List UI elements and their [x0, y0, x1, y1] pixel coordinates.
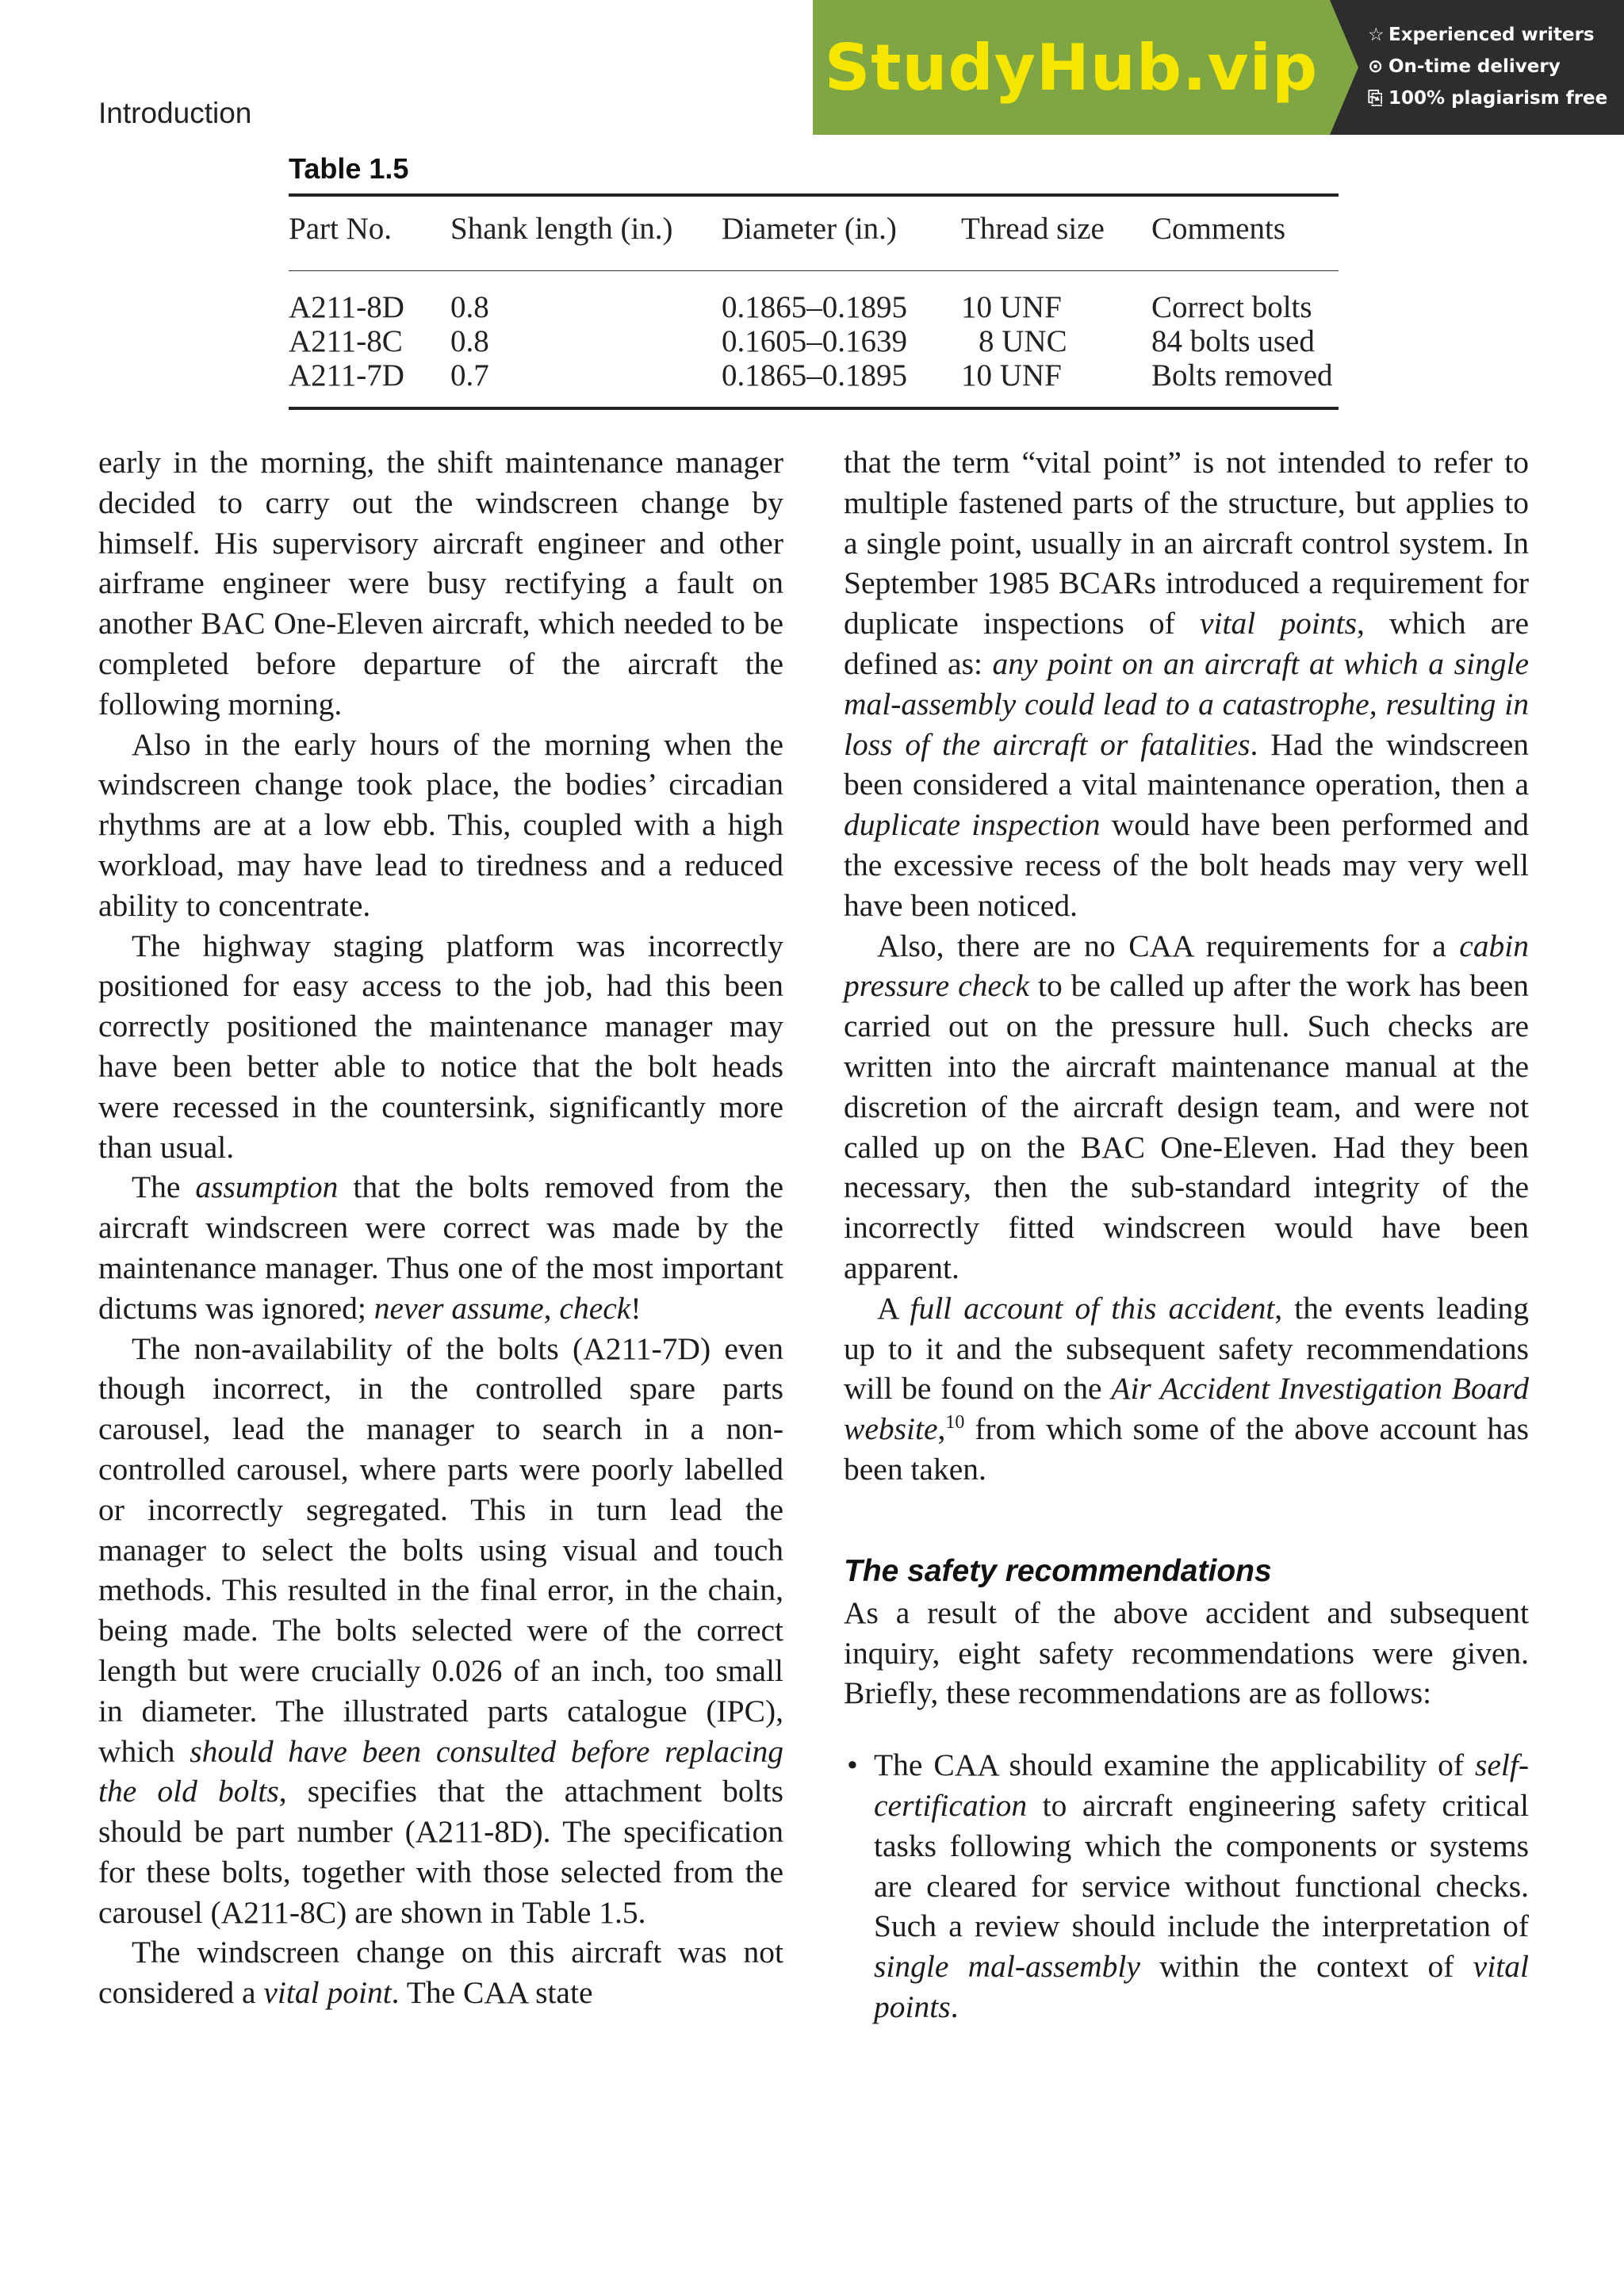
table-cell: 84 bolts used: [1151, 324, 1315, 358]
paragraph: [98, 1329, 783, 1933]
column-header: Thread size: [961, 195, 1151, 271]
table-cell: A211-8D: [289, 290, 404, 324]
text-run: The: [132, 1170, 196, 1205]
emphasis: should have been consulted before replacing the old bolts: [98, 1733, 783, 1809]
paragraph: [844, 1288, 1529, 1490]
paragraph: [844, 442, 1529, 926]
table-cell: 0.7: [450, 358, 489, 392]
emphasis: vital point: [263, 1975, 392, 2011]
feature-label: Experienced writers: [1388, 25, 1595, 45]
text-run: within the context of: [1139, 1949, 1473, 1985]
emphasis: single mal-assembly: [874, 1949, 1140, 1985]
list-item: [844, 1745, 1529, 2027]
table-row: [289, 271, 1339, 325]
copy-icon: ⎘: [1368, 88, 1383, 109]
text-run: . The CAA state: [391, 1975, 593, 2011]
text-run: , the events leading up to it and the subsequent safety recommendations will be found on the: [844, 1290, 1529, 1407]
emphasis: self-certification: [874, 1748, 1529, 1823]
column-header: Shank length (in.): [450, 195, 722, 271]
running-head: Introduction: [98, 97, 252, 129]
table-cell: Bolts removed: [1151, 358, 1333, 392]
logo-text: StudyHub.vip: [824, 30, 1319, 105]
table-cell: A211-7D: [289, 358, 404, 392]
text-run: . Had the windscreen been considered a vital maintenance operation, then a: [844, 726, 1529, 802]
text-run: .: [950, 1989, 959, 2024]
table-cell: 0.1605–0.1639: [722, 324, 907, 358]
emphasis: vital points: [874, 1949, 1529, 2024]
text-run: that the bolts removed from the aircraft windscreen were correct was made by the maintenance manager. Thus one of the most important dictums was ignored;: [98, 1170, 783, 1326]
paragraph: early in the morning, the shift maintenance manager decided to carry out the windscreen change by himself. His supervisory aircraft engineer and other airframe engineer were busy rectifying a fault on another BAC One-Eleven aircraft, which needed to be completed before departure of the aircraft the following morning.: [98, 445, 783, 722]
table-row: [289, 358, 1339, 408]
table-cell: 0.8: [450, 290, 489, 324]
column-header: Part No.: [289, 195, 450, 271]
star-icon: ☆: [1368, 25, 1385, 45]
feature-list: [1368, 19, 1607, 114]
paragraph: Also in the early hours of the morning when the windscreen change took place, the bodies’ circadian rhythms are at a low ebb. This, coupled with a high workload, may have lead to tiredness and a reduced ability to concentrate.: [98, 726, 783, 923]
studyhub-banner[interactable]: [813, 0, 1624, 135]
table-cell: Correct bolts: [1151, 290, 1312, 324]
table-row: [289, 324, 1339, 358]
table-cell: 0.8: [450, 324, 489, 358]
paragraph: [98, 1932, 783, 2013]
text-run: from which some of the above account has been taken.: [844, 1411, 1529, 1487]
feature-item: [1368, 51, 1607, 82]
text-run: would have been performed and the excessive recess of the bolt heads may very well have been noticed.: [844, 807, 1529, 923]
emphasis: never assume, check: [373, 1290, 631, 1326]
table-cell: 0.1865–0.1895: [722, 358, 907, 392]
table-cell: 10 UNF: [961, 290, 1062, 324]
emphasis: Air Accident Investigation Board website: [844, 1371, 1529, 1447]
text-run: The CAA should examine the applicability of: [874, 1748, 1475, 1783]
banner-features-panel: [1330, 0, 1624, 135]
emphasis: full account of this accident: [910, 1290, 1275, 1326]
banner-arrow-shape: [1330, 0, 1358, 135]
table-header-row: [289, 195, 1339, 271]
text-run: A: [877, 1290, 910, 1326]
table-cell: 0.1865–0.1895: [722, 290, 907, 324]
paragraph: As a result of the above accident and subsequent inquiry, eight safety recommendations were given. Briefly, these recommendations are as follows:: [844, 1594, 1529, 1711]
paragraph: The highway staging platform was incorrectly positioned for easy access to the job, had this been correctly positioned the maintenance manager may have been better able to notice that the bolt heads were recessed in the countersink, significantly more than usual.: [98, 928, 783, 1165]
feature-label: 100% plagiarism free: [1388, 88, 1608, 109]
text-run: to be called up after the work has been carried out on the pressure hull. Such checks are written into the aircraft maintenance manual at the discretion of the aircraft design team, and were not called up on the BAC One-Eleven. Had they been necessary, then the sub-standard integrity of the incorrectly fitted windscreen would have been apparent.: [844, 968, 1530, 1285]
table-cell: 8 UNC: [979, 324, 1067, 358]
table-cell: 10 UNF: [961, 358, 1062, 392]
text-run: , specifies that the attachment bolts should be part number (A211-8D). The specification for these bolts, together with those selected from the carousel (A211-8C) are shown in Table 1.5.: [98, 1774, 783, 1930]
right-column: [844, 442, 1529, 2027]
text-run: to aircraft engineering safety critical tasks following which the components or systems are cleared for service without functional checks. Such a review should include the interpretation of: [874, 1787, 1529, 1944]
footnote-ref[interactable]: 10: [945, 1411, 965, 1433]
emphasis: cabin pressure check: [844, 928, 1529, 1004]
table-caption: Table 1.5: [289, 152, 409, 185]
column-header: Diameter (in.): [722, 195, 961, 271]
studyhub-logo[interactable]: [813, 0, 1330, 135]
text-run: , which are defined as:: [844, 606, 1530, 681]
text-run: !: [630, 1290, 642, 1326]
left-column: [98, 442, 783, 2013]
emphasis: assumption: [195, 1170, 339, 1205]
feature-item: [1368, 19, 1607, 51]
feature-label: On-time delivery: [1388, 56, 1561, 77]
emphasis: any point on an aircraft at which a single mal-assembly could lead to a catastrophe, resulting in loss of the aircraft or fatalities: [844, 645, 1529, 762]
bolt-spec-table: [289, 193, 1339, 410]
feature-item: [1368, 82, 1607, 114]
paragraph: [844, 926, 1529, 1288]
emphasis: duplicate inspection: [844, 807, 1101, 843]
section-heading: The safety recommendations: [844, 1553, 1272, 1588]
column-header: Comments: [1151, 195, 1339, 271]
text-run: Also, there are no CAA requirements for a: [877, 928, 1460, 963]
paragraph: [98, 1167, 783, 1328]
text-run: The windscreen change on this aircraft was not considered a: [98, 1935, 783, 2011]
bullet-icon: •: [847, 1748, 858, 1783]
recommendation-list: [844, 1745, 1529, 2027]
table-cell: A211-8C: [289, 324, 403, 358]
emphasis: vital points: [1200, 606, 1357, 641]
text-run: ,: [937, 1411, 946, 1447]
table-1-5: [289, 149, 1339, 410]
text-run: that the term “vital point” is not intended to refer to multiple fastened parts of the structure, but applies to a single point, usually in an aircraft control system. In September 1985 BCARs introduced a requirement for duplicate inspections of: [844, 445, 1529, 641]
clock-icon: ⊙: [1368, 56, 1384, 77]
text-run: The non-availability of the bolts (A211-7D) even though incorrect, in the controlled spare parts carousel, lead the manager to search in a non-controlled carousel, where parts were poorly labelled or incorrectly segregated. This in turn lead the manager to select the bolts using visual and touch methods. This resulted in the final error, in the chain, being made. The bolts selected were of the correct length but were crucially 0.026 of an inch, too small in diameter. The illustrated parts catalogue (IPC), which: [98, 1330, 783, 1769]
